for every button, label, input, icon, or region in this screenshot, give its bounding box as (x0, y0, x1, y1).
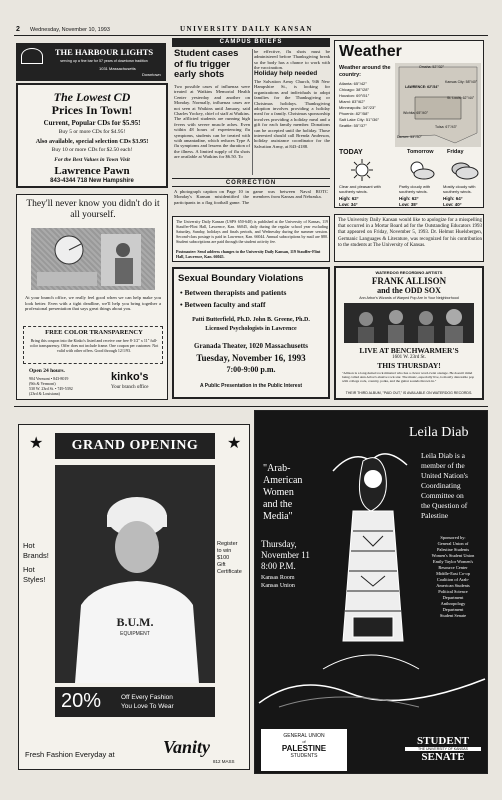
ld-sponsor-5: Resource Center (438, 565, 468, 570)
sb-date: Tuesday, November 16, 1993 (196, 353, 306, 363)
ld-bio-3: United Nation's (421, 471, 468, 480)
kinkos-offer-title: FREE COLOR TRANSPARENCY (45, 329, 143, 336)
ld-sponsor-9: Political Science (438, 589, 468, 594)
apology-box (334, 214, 484, 262)
go-right-5: Certificate (217, 569, 242, 575)
sb-presenters-2: Licensed Psychologists in Lawrence (205, 326, 297, 332)
harbour-lights-area: Downtown (142, 72, 161, 77)
partly-cloudy-icon (407, 159, 435, 181)
sb-presenters: Patti Butterfield, Ph.D. John B. Greene, Ph.D. (192, 317, 310, 323)
city-seattle: Seattle: 55°/37° (339, 123, 367, 128)
apology-body: The University Daily Kansan would like to apologize for a misspelling that occurred in a Mortar Board ad for the Outstanding Educators 1993 that appeared on Friday, November 5, 1993. Dr. Helmut Huelsbergen, Germanic Languages & Literature, was recognized for his contribution to the students at The University of Kansas. (338, 218, 482, 248)
ld-date-2: November 11 (261, 550, 310, 560)
ld-date-3: 8:00 P.M. (261, 561, 296, 571)
harbour-lights-ad (16, 43, 166, 81)
briefs-divider (252, 49, 253, 175)
kinkos-ad (16, 194, 168, 400)
kinkos-illustration (31, 228, 155, 290)
ld-topic-4: and the (263, 499, 293, 510)
go-left-2: Brands! (23, 551, 49, 560)
go-address: 812 MASS (213, 759, 235, 764)
story1-cont: be effective, flu shots must be administered before Thanksgiving break so the body has a chance to work with the vaccination. (254, 49, 330, 71)
go-title: GRAND OPENING (55, 433, 215, 459)
go-left-1: Hot (23, 541, 35, 550)
lawrence-pawn-headline-2: Prices In Town! (51, 103, 133, 117)
weather-friday-low: Low: 40° (443, 202, 462, 207)
fa-address: 1601 W. 23rd St. (392, 355, 426, 360)
leila-diab-ad (254, 410, 488, 774)
ld-sponsor-6: Middle-East Co-op (436, 571, 470, 576)
lawrence-pawn-buy5: Buy 5 or more CDs for $4.95! (58, 129, 126, 135)
ld-figure (323, 441, 419, 671)
kinkos-photo (31, 228, 155, 290)
city-slc: Salt Lake City: 51°/36° (339, 117, 380, 122)
gups-logo-1: GENERAL UNION (283, 733, 325, 739)
kinkos-slogan: Your branch office (111, 385, 149, 390)
sb-venue: Granada Theater, 1020 Massachusetts (194, 342, 308, 350)
go-right-4: Gift (217, 562, 226, 568)
sb-bullet-1: • Between therapists and patients (180, 288, 287, 297)
lawrence-pawn-best: For the Best Values in Town Visit (54, 157, 130, 163)
story2-body: The Salvation Army Church, 946 New Hampshire St., is looking for organizations and individuals to adopt families for the Thanksgiving or Christmas holidays. Thanksgiving adoption involves providing a holiday meal for a family. Christmas sponsorship involves providing a holiday meal and a gift for each family member. Donations can be accepted until the holiday. Those interested should call Brenda Anderson, holiday assistance coordinator for the Salvation Army, at 843-4188. (254, 79, 330, 149)
go-left-4: Styles! (23, 575, 46, 584)
sb-footer: A Public Presentation in the Public Interest (199, 383, 303, 389)
cloudy-icon (449, 159, 479, 181)
harbour-lights-address: 1031 Massachusetts (99, 66, 136, 71)
kinkos-logo: kinko's (111, 371, 149, 383)
page-number: 2 (16, 26, 20, 33)
grand-opening-ad (18, 424, 250, 770)
fa-quote: "Allison is a long-haired rock minstrel who has a clever word-twist onstage. He doesn't mind being called Ann Arbor's elusive rock star. The music, especially live, is mostly danceable pop with college rock, country, polka, and the guitar sounds thrown in." (342, 371, 475, 384)
star-icon-right: ★ (227, 435, 242, 452)
weather-tomorrow-desc: Partly cloudy with southerly winds. (399, 184, 431, 194)
ld-bio-7: Palestine (421, 511, 449, 520)
ss-logo-3: SENATE (421, 751, 465, 763)
go-model-illustration (55, 465, 215, 683)
story2-headline: Holiday help needed (254, 70, 318, 77)
map-label-denver: Denver: 53°/30° (397, 135, 422, 139)
map-label-lawrence: LAWRENCE: 62°/34° (405, 85, 439, 89)
sb-bullet-2: • Between faculty and staff (180, 300, 266, 309)
correction (172, 178, 330, 214)
masthead-date: Wednesday, November 10, 1993 (30, 27, 110, 33)
ss-logo-2: THE UNIVERSITY OF KANSAS (405, 747, 481, 751)
weather-friday-label: Friday (447, 149, 464, 155)
map-label-kc: Kansas City: 58°/40° (445, 80, 478, 84)
gups-logo-3: PALESTINE (281, 744, 327, 753)
lawrence-pawn-also: Also available, special selection CDs $3.95! (35, 138, 149, 145)
city-miami: Miami: 83°/62° (339, 99, 366, 104)
udk-notice-body: The University Daily Kansan (USPS 650-640) is published at the University of Kansas, 119 Stauffer-Flint Hall, Lawrence, Kan. 66045, daily during the regular school year excluding Saturday, Sunday, holidays and finals periods, and Wednesday during the summer session. Second-class postage is paid in Lawrence, Kan. 66044. Annual subscriptions by mail are $80. Student subscriptions are paid through the student activity fee. (176, 219, 328, 244)
fa-live-at: LIVE AT BENCHWARMER'S (359, 346, 459, 355)
story1-body: Two possible cases of influenza were treated at Watkins Memorial Health Center yesterday and another on Monday. Normally, influenza cases are not seen at Watkins until January, said Charles Yockey, chief of staff at Watkins. The afflicted students are running high fevers with severe muscle aches. Even within 48 hours of experiencing flu symptoms, students can be treated with with amantadine, which reduces Type A flu symptoms and lessens the duration of the illness. A limited supply of flu shots are available at Watkins for $6.50. To (174, 84, 250, 160)
ld-date-1: Thursday, (261, 539, 297, 549)
gups-logo-2: of (302, 739, 306, 744)
harbour-lights-name: THE HARBOUR LIGHTS (54, 47, 154, 57)
weather-title: Weather (339, 43, 402, 60)
kinkos-location-1: 904 Vermont • 843-8019 (29, 376, 69, 381)
weather-friday-desc: Mostly cloudy with southerly winds. (443, 184, 476, 194)
frank-allison-ad (334, 266, 484, 400)
kinkos-headline: They'll never know you didn't do it all yourself. (26, 199, 160, 220)
ld-bio-2: member of the (421, 461, 465, 470)
ld-topic-1: "Arab- (263, 463, 291, 474)
go-fresh: Fresh Fashion Everyday at (25, 750, 115, 759)
kinkos-offer-body: Bring this coupon into the Kinko's listed and receive one free 8-1/2" x 11" full-color transparency. Offer does not include frame. One coupon per customer. Not valid with other offers. Good through 12/1/93. (29, 338, 159, 353)
weather-map (395, 63, 481, 147)
ld-venue-2: Kansas Union (261, 583, 295, 589)
go-right-3: $100 (217, 555, 230, 561)
correction-label: CORRECTION (172, 178, 330, 187)
ld-bio-1: Leila Diab is a (421, 451, 465, 460)
ld-sponsor-12: Department (442, 607, 464, 612)
correction-body: A photograph caption on Page 10 in Monday's Kansan misidentified the participants in a flag football game. The game was between Naval ROTC members from Kansas and Nebraska. (174, 189, 328, 205)
kinkos-location-2: 530 W. 23rd St. • 749-5392 (29, 386, 73, 391)
masthead-paper: UNIVERSITY DAILY KANSAN (180, 25, 313, 33)
ld-sponsor-11: Anthropology (440, 601, 466, 606)
ld-sponsor-2: Palestine Students (436, 547, 470, 552)
weather-tomorrow-high: High: 62° (399, 196, 419, 201)
fa-tagline: Ann Arbor's Wizards of Warped Pop Are In Your Neighborhood (359, 296, 459, 300)
go-right-1: Register (217, 541, 238, 547)
weather-today-low: Low: 34° (339, 202, 358, 207)
ld-bio-6: the Question of (421, 501, 468, 510)
go-shirt-text: B.U.M. (116, 615, 154, 629)
lawrence-pawn-headline-1: The Lowest CD (53, 90, 131, 104)
kinkos-location-1b: (9th & Vermont) (29, 381, 56, 386)
masthead-rule (14, 35, 488, 36)
campus-briefs (172, 38, 330, 176)
ld-topic-5: Media" (263, 511, 293, 522)
weather-friday-high: High: 64° (443, 196, 463, 201)
city-houston: Houston: 69°/51° (339, 93, 370, 98)
sexual-boundary-ad (172, 267, 330, 399)
udk-notice (172, 216, 330, 262)
city-atlanta: Atlanta: 65°/42° (339, 81, 367, 86)
gups-logo (261, 729, 347, 771)
sb-time: 7:00-9:00 p.m. (226, 365, 276, 374)
sb-title: Sexual Boundary Violations (178, 273, 304, 284)
go-left-3: Hot (23, 565, 35, 574)
ld-bird-decoration (259, 673, 485, 713)
kinkos-coupon[interactable] (23, 326, 163, 364)
fa-label: WATERDOG RECORDING ARTISTS (375, 270, 443, 275)
weather-cities (339, 81, 395, 129)
ld-topic-3: Women (263, 487, 294, 498)
star-icon-left: ★ (29, 435, 44, 452)
udk-notice-postmaster: Postmaster: Send address changes to the University Daily Kansan, 119 Stauffer-Flint Hall, Lawrence, Kan. 66045. (176, 249, 321, 259)
fa-band: and the ODD SOX (377, 286, 441, 295)
ld-topic-2: American (263, 475, 303, 486)
ld-bio-5: Committee on (421, 491, 464, 500)
go-shirt-text-2: EQUIPMENT (120, 631, 150, 637)
weather-box (334, 40, 484, 208)
fa-when: THIS THURSDAY! (377, 361, 441, 370)
kinkos-hours: Open 24 hours. (29, 368, 65, 374)
lawrence-pawn-name: Lawrence Pawn (54, 165, 130, 177)
city-minneapolis: Minneapolis: 34°/23° (339, 105, 376, 110)
ld-sponsor-13: Student Senate (439, 613, 467, 618)
section-divider (14, 406, 488, 407)
city-chicago: Chicago: 38°/28° (339, 87, 370, 92)
ld-sponsor-10: Department (442, 595, 464, 600)
fa-footer: THEIR THIRD ALBUM, "PAID OUT," IS AVAILABLE ON WATERDOG RECORDS. (345, 391, 473, 395)
weather-tomorrow-low: Low: 38° (399, 202, 418, 207)
weather-subtitle: Weather around the country: (339, 65, 391, 78)
campus-briefs-label: CAMPUS BRIEFS (172, 38, 330, 47)
weather-today-high: High: 62° (339, 196, 359, 201)
kinkos-body: At your branch office, we really feel good when we can help make you look better. Even with a tight deadline, we'll help you bring together a professional presentation that says great things about you. (25, 295, 161, 312)
city-phoenix: Phoenix: 82°/58° (339, 111, 369, 116)
ld-name: Leila Diab (409, 425, 469, 440)
go-right-2: to win (217, 548, 232, 554)
go-photo (55, 465, 215, 683)
fa-photo (344, 303, 474, 343)
harbour-lights-tagline: serving up a fine bar for 57 years of downtown tradition (60, 59, 148, 63)
ld-sponsor-1: General Union of (437, 541, 469, 546)
ld-venue-1: Kansas Room (261, 575, 295, 581)
fa-band-photo (344, 303, 474, 343)
go-discount-text-1: Off Every Fashion (121, 694, 173, 701)
harbour-lights-logo (21, 48, 43, 64)
ld-sponsor-8: American Students (436, 583, 470, 588)
gups-logo-4: STUDENTS (290, 753, 318, 759)
lawrence-pawn-ad (16, 83, 168, 188)
ld-sponsors (421, 535, 485, 619)
map-label-tulsa: Tulsa: 67°/43° (435, 125, 457, 129)
sun-icon (351, 159, 373, 181)
ss-logo-1: STUDENT (417, 735, 469, 747)
map-label-wichita: Wichita: 65°/40° (403, 111, 428, 115)
ld-sponsor-4: Emily Taylor Women's (432, 559, 474, 564)
lawrence-pawn-current: Current, Popular CDs for $5.95! (43, 119, 141, 127)
ld-sponsor-7: Coalition of Arab- (436, 577, 470, 582)
lawrence-pawn-phone: 843-4344 718 New Hampshire (50, 178, 134, 184)
ld-sponsor-0: Sponsored by: (440, 535, 466, 540)
weather-today-label: TODAY (339, 149, 363, 156)
map-label-omaha: Omaha: 52°/32° (419, 65, 444, 69)
ld-sponsor-3: Women's Student Union (431, 553, 475, 558)
map-label-stl: St. Louis: 62°/44° (447, 96, 475, 100)
ld-figure-illustration (323, 441, 419, 671)
student-senate-logo (401, 735, 485, 771)
go-store-logo: Vanity (163, 737, 211, 757)
story1-headline: Student cases of flu trigger early shots (174, 48, 239, 80)
go-discount-text-2: You Love To Wear (121, 703, 174, 710)
lawrence-pawn-buy10: Buy 10 or more CDs for $2.50 each! (51, 147, 133, 153)
weather-today-desc: Clear and pleasant with southerly winds. (339, 184, 381, 194)
go-discount: 20% (61, 690, 102, 712)
fa-name: FRANK ALLISON (371, 276, 447, 286)
weather-tomorrow-label: Tomorrow (407, 149, 434, 155)
kinkos-location-2b: (23rd & Louisiana) (29, 391, 60, 396)
go-discount-bar (55, 687, 215, 717)
ld-bio-4: Coordinating (421, 481, 461, 490)
